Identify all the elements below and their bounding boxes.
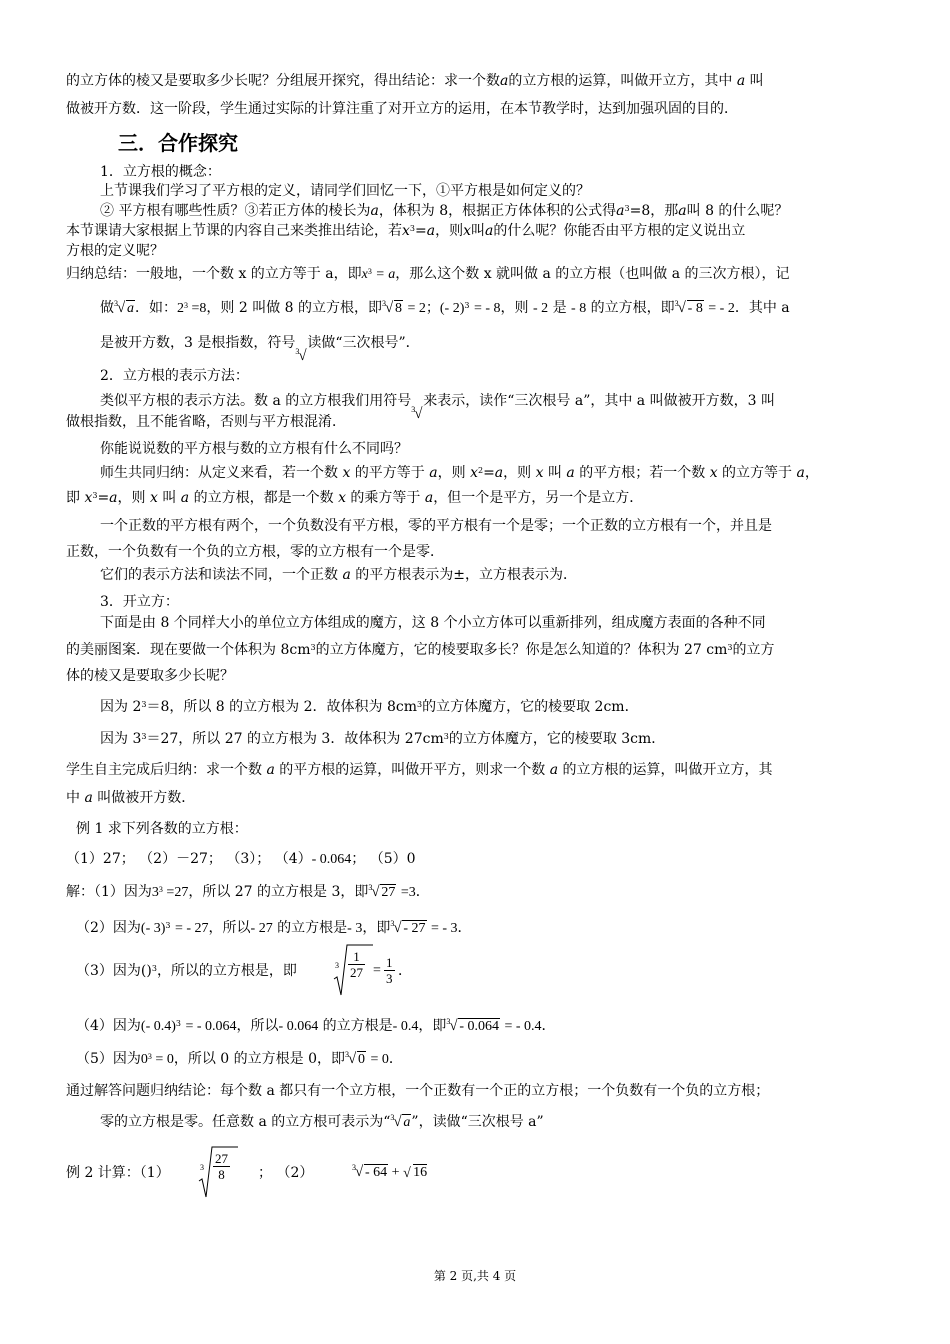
example-title: 例 1 求下列各数的立方根： bbox=[76, 821, 248, 837]
text-line: 的美丽图案．现在要做一个体积为 $8cm^3$的立方体魔方，它的棱要取多长？你是怎么知道的？体积为 27 $cm^3$的立方 bbox=[66, 642, 775, 658]
text-line: 本节课请大家根据上节课的内容自己来类推出结论，若$x^3=a$，则x叫a的什么呢？你能否由平方根的定义说出立 bbox=[66, 223, 746, 239]
subsection-title: 3．开立方： bbox=[100, 594, 179, 610]
text-line: 正数，一个负数有一个负的立方根，零的立方根有一个是零． bbox=[66, 544, 444, 560]
cube-root-neg64: 3 √ - 64 bbox=[352, 1163, 388, 1180]
text-line: ． bbox=[398, 963, 412, 979]
text-line: 即 $x^3=a$，则 x 叫 a 的立方根，都是一个数 x 的乘方等于 a，但一个是平方，另一个是立方． bbox=[66, 490, 644, 506]
text-line: 类似平方根的表示方法。数 a 的立方根我们用符号 3 √ 来表示，读作“三次根号 a”，其中 a 叫做被开方数，3 叫 bbox=[100, 393, 775, 422]
text-line: （1）27； （2）－27； （3）； （4）- 0.064； （5）0 bbox=[66, 851, 416, 867]
text-line: 做被开方数．这一阶段，学生通过实际的计算注重了对开立方的运用，在本节教学时，达到加强巩固的目的． bbox=[66, 101, 738, 117]
text-line: 下面是由 8 个同样大小的单位立方体组成的魔方，这 8 个小立方体可以重新排列，组成魔方表面的各种不同 bbox=[100, 615, 766, 631]
text-line: 解：（1）因为$3^3 =27$，所以 27 的立方根是 3，即 3 √ 27 =3． bbox=[66, 882, 430, 903]
text-line: 归纳总结：一般地，一个数 x 的立方等于 a，即$x^3 = a$，那么这个数 x 就叫做 a 的立方根（也叫做 a 的三次方根），记 bbox=[66, 266, 790, 282]
subsection-title: 2．立方根的表示方法： bbox=[100, 368, 249, 384]
text-line: 上节课我们学习了平方根的定义，请同学们回忆一下，①平方根是如何定义的？ bbox=[100, 183, 590, 199]
cube-root-a: 3 √ a bbox=[390, 1113, 411, 1130]
text-line: （5）因为$0^3 = 0$，所以 0 的立方根是 0，即 3 √ 0 = 0． bbox=[76, 1049, 403, 1070]
section-heading: 三．合作探究 bbox=[118, 131, 238, 155]
text-line: 做 3 √ a．如：$2^3 =8$，则 2 叫做 8 的立方根，即 3 √ 8 = 2；(- 2)$^3$ = - 8，则 - 2 是 - 8 的立方根，即 3 √ - 8 = - 2．其中 a bbox=[100, 298, 790, 319]
text-line: ； （2） bbox=[258, 1165, 314, 1181]
text-line: （3）因为()$^3$，所以的立方根是，即 bbox=[76, 963, 297, 979]
text-line: 中 a 叫做被开方数． bbox=[66, 790, 196, 806]
text-line: （4）因为(- 0.4)$^3$ = - 0.064，所以- 0.064 的立方根是- 0.4，即 3 √ - 0.064 = - 0.4． bbox=[76, 1016, 556, 1037]
text-line: 的立方体的棱又是要取多少长呢？分组展开探究，得出结论：求一个数a的立方根的运算，叫做开立方，其中 a 叫 bbox=[66, 73, 764, 89]
cube-root-neg0064: 3 √ - 0.064 bbox=[446, 1017, 499, 1034]
text-line: ② 平方根有哪些性质？③若正方体的棱长为a，体积为 8，根据正方体体积的公式得$a^3=8$，那a叫 8 的什么呢？ bbox=[100, 203, 789, 219]
text-line: 它们的表示方法和读法不同，一个正数 a 的平方根表示为±，立方根表示为． bbox=[100, 567, 577, 583]
text-line: 通过解答问题归纳结论：每个数 a 都只有一个立方根，一个正数有一个正的立方根；一个负数有一个负的立方根； bbox=[66, 1083, 770, 1099]
text-line: 因为 $2^3=8$，所以 8 的立方根为 2．故体积为 $8cm^3$的立方体魔方，它的棱要取 2cm． bbox=[100, 699, 639, 715]
sqrt-16: √ 16 bbox=[403, 1165, 428, 1181]
text-line: 方根的定义呢？ bbox=[66, 243, 164, 259]
document-page: 的立方体的棱又是要取多少长呢？分组展开探究，得出结论：求一个数a的立方根的运算，叫做开立方，其中 a 叫 做被开方数．这一阶段，学生通过实际的计算注重了对开立方的运用，在本节教学时，达到加强巩固的目的． 三．合作探究 1．立方根的概念： 上节课我们学习了平方根的定义，请同学们回忆一下，①平方根是如何定义的？ ② 平方根有哪些性质？③若正方体的棱长为a，体积为 8，根据正方体体积的公式得$a^3=8$，那a叫 8 的什么呢？ 本节课请大家根据上节课的内容自己来类推出结论，若$x^3=a$，则x叫a的什么呢？你能否由平方根的定义说出立 方根的定义呢？ 归纳总结：一般地，一个数 x 的立方等于 a，即$x^3 = a$，那么这个数 x 就叫做 a 的立方根（也叫做 a 的三次方根），记 做 3 √ a．如：$2^3 =8$，则 2 叫做 8 的立方根，即 3 √ 8 = 2；(- 2)$^3$ = - 8，则 - 2 是 - 8 的立方根，即 3 √ - 8 = - 2．其中 a 是被开方数，3 是根指数，符号 3 √ 读做“三次根号”． 2．立方根的表示方法： 类似平方根的表示方法。数 a 的立方根我们用符号 3 √ 来表示，读作“三次根号 a”，其中 a 叫做被开方数，3 叫 做根指数，且不能省略，否则与平方根混淆． 你能说说数的平方根与数的立方根有什么不同吗？ 师生共同归纳：从定义来看，若一个数 x 的平方等于 a，则 $x^2=a$，则 x 叫 a 的平方根；若一个数 x 的立方等于 a， 即 $x^3=a$，则 x 叫 a 的立方根，都是一个数 x 的乘方等于 a，但一个是平方，另一个是立方． 一个正数的平方根有两个，一个负数没有平方根，零的平方根有一个是零；一个正数的立方根有一个，并且是 正数，一个负数有一个负的立方根，零的立方根有一个是零． 它们的表示方法和读法不同，一个正数 a 的平方根表示为±，立方根表示为． 3．开立方： 下面是由 8 个同样大小的单位立方体组成的魔方，这 8 个小立方体可以重新排列，组成魔方表面的各种不同 的美丽图案．现在要做一个体积为 $8cm^3$的立方体魔方，它的棱要取多长？你是怎么知道的？体积为 27 $cm^3$的立方 体的棱又是要取多少长呢？ 因为 $2^3=8$，所以 8 的立方根为 2．故体积为 $8cm^3$的立方体魔方，它的棱要取 2cm． 因为 $3^3=27$，所以 27 的立方根为 3．故体积为 $27cm^3$的立方体魔方，它的棱要取 3cm． 学生自主完成后归纳：求一个数 a 的平方根的运算，叫做开平方，则求一个数 a 的立方根的运算，叫做开立方，其 中 a 叫做被开方数． 例 1 求下列各数的立方根： （1）27； （2）－27； （3）； （4）- 0.064； （5）0 解：（1）因为$3^3 =27$，所以 27 的立方根是 3，即 3 √ 27 =3． （2）因为(- 3)$^3$ = - 27，所以- 27 的立方根是- 3，即 3 √ - 27 = - 3． （3）因为()$^3$，所以的立方根是，即 3 $\frac{1}{27}$ = $\frac{1}{3}$ ． （4）因为(- 0.4)$^3$ = - 0.064，所以- 0.064 的立方根是- 0.4，即 3 √ - 0.064 = - 0.4． （5）因为$0^3 = 0$，所以 0 的立方根是 0，即 3 √ 0 = 0． 通过解答问题归纳结论：每个数 a 都只有一个立方根，一个正数有一个正的立方根；一个负数有一个负的立方根； 零的立方根是零。任意数 a 的立方根可表示为“ 3 √ a”，读做“三次根号 a” 例 2 计算：（1） 3 $\frac{27}{8}$ ； （2） 3 √ - 64 + √ 16 第 2 页,共 4 页 bbox=[0, 0, 950, 1344]
cube-root-0: 3 √ 0 bbox=[345, 1050, 365, 1067]
text-line: 做根指数，且不能省略，否则与平方根混淆． bbox=[66, 414, 346, 430]
text-line: （2）因为(- 3)$^3$ = - 27，所以- 27 的立方根是- 3，即 3 √ - 27 = - 3． bbox=[76, 918, 472, 939]
cube-root-neg27: 3 √ - 27 bbox=[390, 919, 426, 936]
text-line: 体的棱又是要取多少长呢？ bbox=[66, 668, 234, 684]
text-line: 一个正数的平方根有两个，一个负数没有平方根，零的平方根有一个是零；一个正数的立方根有一个，并且是 bbox=[100, 518, 772, 534]
cube-root-8: 3 √ 8 bbox=[382, 299, 403, 316]
text-line: 你能说说数的平方根与数的立方根有什么不同吗？ bbox=[100, 441, 408, 457]
cube-root-a: 3 √ a bbox=[114, 299, 134, 316]
math-expression: 3 √ - 64 + √ 16 bbox=[352, 1163, 428, 1181]
fraction-one-third: $\frac{1}{3}$ bbox=[386, 955, 393, 986]
text-line: 师生共同归纳：从定义来看，若一个数 x 的平方等于 a，则 $x^2=a$，则 x 叫 a 的平方根；若一个数 x 的立方等于 a， bbox=[100, 465, 819, 481]
page-footer: 第 2 页,共 4 页 bbox=[433, 1269, 517, 1283]
cube-root-neg8: 3 √ - 8 bbox=[674, 299, 703, 316]
text-line: 因为 $3^3=27$，所以 27 的立方根为 3．故体积为 $27cm^3$的立方体魔方，它的棱要取 3cm． bbox=[100, 731, 666, 747]
example-title: 例 2 计算：（1） bbox=[66, 1165, 170, 1181]
text-line: 是被开方数，3 是根指数，符号 3 √ 读做“三次根号”． bbox=[100, 335, 420, 364]
cube-root-27: 3 √ 27 bbox=[368, 883, 396, 900]
subsection-title: 1．立方根的概念： bbox=[100, 164, 221, 180]
text-line: 零的立方根是零。任意数 a 的立方根可表示为“ 3 √ a”，读做“三次根号 a” bbox=[100, 1112, 544, 1133]
text-line: = bbox=[373, 963, 381, 978]
text-line: 学生自主完成后归纳：求一个数 a 的平方根的运算，叫做开平方，则求一个数 a 的立方根的运算，叫做开立方，其 bbox=[66, 762, 773, 778]
